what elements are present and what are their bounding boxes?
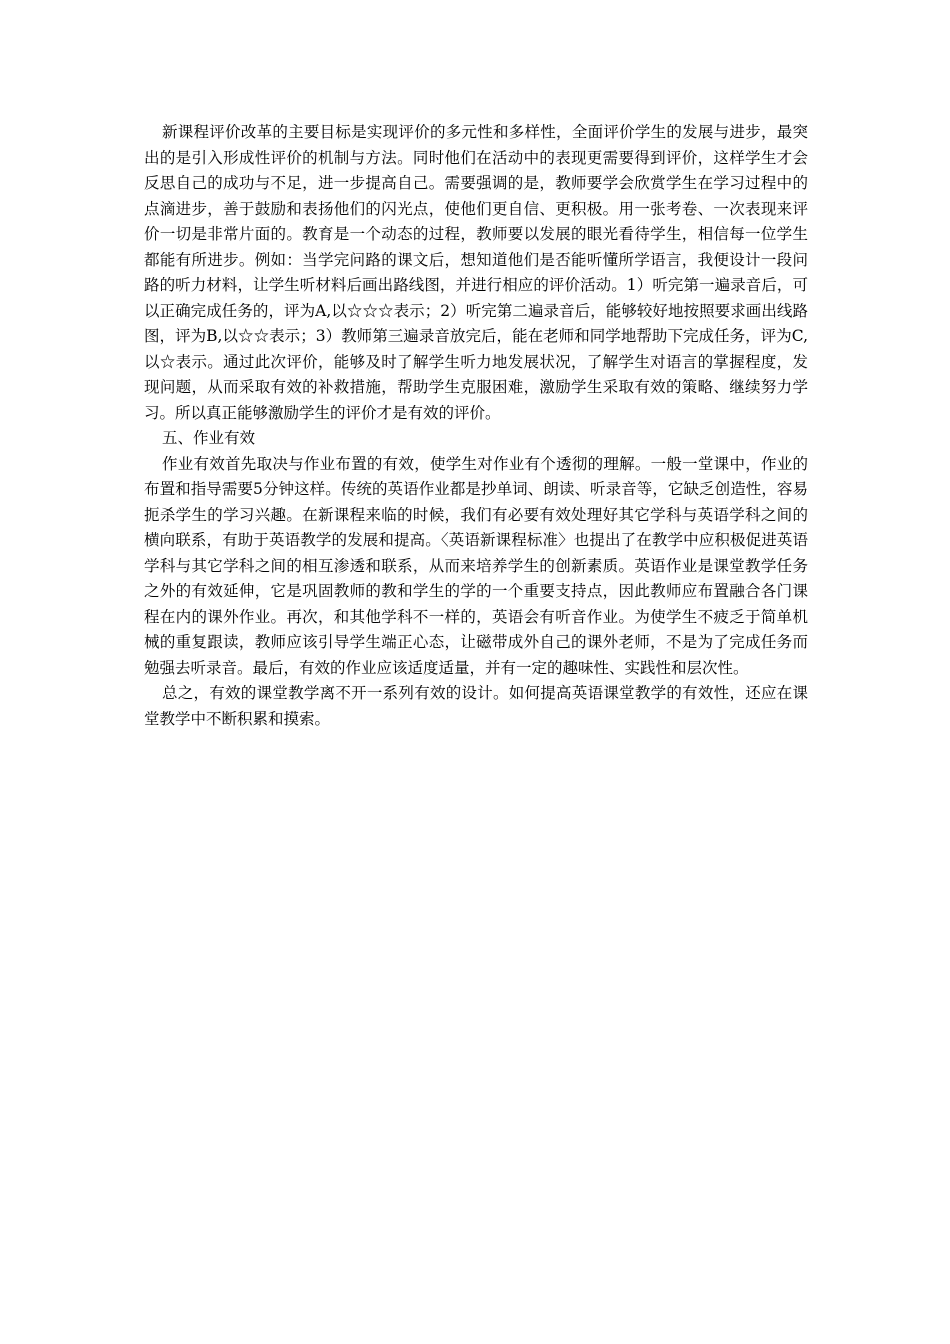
document-page bbox=[144, 120, 808, 732]
section-heading-homework: 五、作业有效 bbox=[162, 429, 256, 447]
paragraph-conclusion: 总之，有效的课堂教学离不开一系列有效的设计。如何提高英语课堂教学的有效性，还应在课堂教学中不断积累和摸索。 bbox=[144, 684, 808, 728]
paragraph-evaluation: 新课程评价改革的主要目标是实现评价的多元性和多样性，全面评价学生的发展与进步，最突出的是引入形成性评价的机制与方法。同时他们在活动中的表现更需要得到评价，这样学生才会反思自己的成功与不足，进一步提高自己。需要强调的是，教师要学会欣赏学生在学习过程中的点滴进步，善于鼓励和表扬他们的闪光点，使他们更自信、更积极。用一张考卷、一次表现来评价一切是非常片面的。教育是一个动态的过程，教师要以发展的眼光看待学生，相信每一位学生都能有所进步。例如：当学完问路的课文后，想知道他们是否能听懂所学语言，我便设计一段问路的听力材料，让学生听材料后画出路线图，并进行相应的评价活动。1）听完第一遍录音后，可以正确完成任务的，评为A,以☆☆☆表示；2）听完第二遍录音后，能够较好地按照要求画出线路图，评为B,以☆☆表示；3）教师第三遍录音放完后，能在老师和同学地帮助下完成任务，评为C,以☆表示。通过此次评价，能够及时了解学生听力地发展状况，了解学生对语言的掌握程度，发现问题，从而采取有效的补救措施，帮助学生克服困难，激励学生采取有效的策略、继续努力学习。所以真正能够激励学生的评价才是有效的评价。 bbox=[144, 123, 808, 422]
paragraph-homework: 作业有效首先取决与作业布置的有效，使学生对作业有个透彻的理解。一般一堂课中，作业的布置和指导需要5分钟这样。传统的英语作业都是抄单词、朗读、听录音等，它缺乏创造性，容易扼杀学生的学习兴趣。在新课程来临的时候，我们有必要有效处理好其它学科与英语学科之间的横向联系，有助于英语教学的发展和提高。〈英语新课程标准〉也提出了在教学中应积极促进英语学科与其它学科之间的相互渗透和联系，从而来培养学生的创新素质。英语作业是课堂教学任务之外的有效延伸，它是巩固教师的教和学生的学的一个重要支持点，因此教师应布置融合各门课程在内的课外作业。再次，和其他学科不一样的，英语会有听音作业。为使学生不疲乏于简单机械的重复跟读，教师应该引导学生端正心态，让磁带成外自己的课外老师，不是为了完成任务而勉强去听录音。最后，有效的作业应该适度适量，并有一定的趣味性、实践性和层次性。 bbox=[144, 454, 808, 677]
